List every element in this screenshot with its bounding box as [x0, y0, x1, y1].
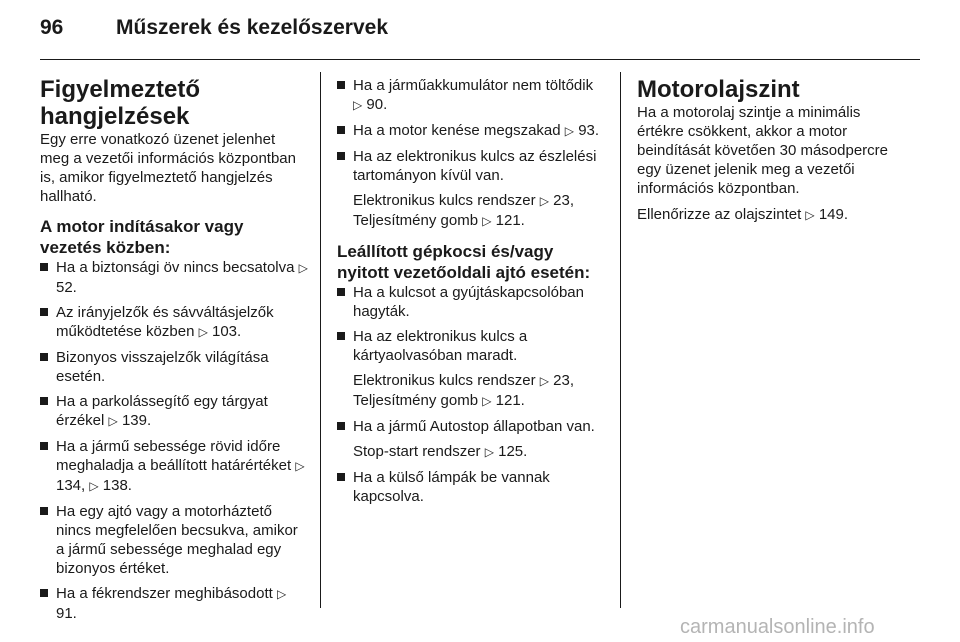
list-item: Ha a biztonsági öv nincs becsatolva ▷ 52. — [40, 258, 308, 297]
bullet-icon — [337, 288, 345, 296]
page-ref-arrow-icon: ▷ — [482, 394, 492, 408]
watermark: carmanualsonline.info — [680, 616, 875, 638]
bullet-icon — [337, 81, 345, 89]
list-item: Ha a kulcsot a gyújtáskapcsolóban hagyták. — [337, 283, 605, 321]
section-title-oil-level: Motorolajszint — [637, 76, 800, 103]
bullet-icon — [40, 263, 48, 271]
bullet-icon — [40, 589, 48, 597]
page-number: 96 — [40, 16, 64, 39]
page-reference[interactable]: 125. — [498, 443, 528, 460]
page-reference[interactable]: 121. — [495, 212, 525, 229]
page-reference[interactable]: 23, — [553, 372, 575, 389]
bullet-list-driving — [40, 258, 308, 623]
list-item: Ha az elektronikus kulcs a kártyaolvasóban maradt. Elektronikus kulcs rendszer ▷ 23, Teljesítmény gomb ▷ 121. — [337, 327, 605, 411]
page-ref-arrow-icon: ▷ — [484, 445, 494, 459]
bullet-icon — [40, 353, 48, 361]
page-ref-arrow-icon: ▷ — [805, 208, 815, 222]
page-reference[interactable]: 138. — [102, 477, 132, 494]
list-item: Ha az elektronikus kulcs az észlelési tartományon kívül van. Elektronikus kulcs rendszer ▷ 23, Teljesítmény gomb ▷ 121. — [337, 147, 605, 231]
bullet-icon — [40, 397, 48, 405]
page-reference[interactable]: 90. — [366, 96, 388, 113]
list-item: Ha a fékrendszer meghibásodott ▷ 91. — [40, 584, 308, 623]
section-title-warning-chimes: Figyelmeztető hangjelzések — [40, 76, 201, 130]
page-reference[interactable]: 93. — [578, 122, 600, 139]
column-1 — [40, 76, 308, 629]
column-divider-2 — [620, 72, 621, 608]
page-ref-arrow-icon: ▷ — [482, 214, 492, 228]
bullet-list-parked — [337, 283, 605, 506]
cross-reference: Stop-start rendszer ▷ 125. — [353, 443, 528, 460]
list-item: Ha a járműakkumulátor nem töltődik ▷ 90. — [337, 76, 605, 115]
bullet-icon — [337, 422, 345, 430]
oil-level-paragraph: Ha a motorolaj szintje a minimális értékre csökkent, akkor a motor beindítását követően 30 másodpercre egy üzenet jelenik meg a vezetői információs központban. — [637, 104, 888, 197]
cross-reference: Elektronikus kulcs rendszer ▷ 23, Teljesítmény gomb ▷ 121. — [353, 192, 575, 229]
list-item: Az irányjelzők és sávváltásjelzők működtetése közben ▷ 103. — [40, 303, 308, 342]
page-reference[interactable]: 103. — [212, 323, 242, 340]
page-ref-arrow-icon: ▷ — [295, 459, 305, 473]
bullet-icon — [337, 332, 345, 340]
list-item: Bizonyos visszajelzők világítása esetén. — [40, 348, 308, 386]
column-divider-1 — [320, 72, 321, 608]
list-item: Ha a jármű sebessége rövid időre meghaladja a beállított határértéket ▷ 134, ▷ 138. — [40, 437, 308, 496]
header-rule — [40, 59, 920, 60]
page-ref-arrow-icon: ▷ — [539, 194, 549, 208]
bullet-icon — [40, 507, 48, 515]
page-reference[interactable]: 149. — [818, 206, 849, 223]
page-reference[interactable]: 134, — [56, 477, 90, 494]
page-reference[interactable]: 121. — [495, 392, 525, 409]
list-item: Ha a külső lámpák be vannak kapcsolva. — [337, 468, 605, 506]
page-ref-arrow-icon: ▷ — [198, 325, 208, 339]
column-3 — [637, 76, 905, 232]
bullet-icon — [337, 152, 345, 160]
column-2 — [337, 76, 605, 512]
bullet-icon — [337, 126, 345, 134]
cross-reference: Elektronikus kulcs rendszer ▷ 23, Teljesítmény gomb ▷ 121. — [353, 372, 575, 409]
page-reference[interactable]: 23, — [553, 192, 575, 209]
chapter-title: Műszerek és kezelőszervek — [116, 16, 389, 39]
intro-paragraph: Egy erre vonatkozó üzenet jelenhet meg a vezetői információs központban is, amikor figyelmeztető hangjelzés hallható. — [40, 131, 296, 205]
subheading-parked-vehicle: Leállított gépkocsi és/vagy nyitott vezetőoldali ajtó esetén: — [337, 242, 591, 282]
page-ref-arrow-icon: ▷ — [298, 261, 308, 275]
oil-check-paragraph: Ellenőrizze az olajszintet ▷ 149. — [637, 206, 849, 223]
bullet-icon — [337, 473, 345, 481]
page-ref-arrow-icon: ▷ — [108, 414, 118, 428]
list-item: Ha a motor kenése megszakad ▷ 93. — [337, 121, 605, 141]
list-item: Ha a jármű Autostop állapotban van. Stop-start rendszer ▷ 125. — [337, 417, 605, 462]
page-reference[interactable]: 52. — [56, 279, 77, 296]
bullet-icon — [40, 308, 48, 316]
page-ref-arrow-icon: ▷ — [539, 374, 549, 388]
bullet-icon — [40, 442, 48, 450]
page-reference[interactable]: 91. — [56, 605, 77, 622]
list-item: Ha egy ajtó vagy a motorháztető nincs megfelelően becsukva, amikor a jármű sebessége meghalad egy bizonyos értéket. — [40, 502, 308, 578]
page-ref-arrow-icon: ▷ — [276, 587, 287, 601]
page-reference[interactable]: 139. — [121, 412, 152, 429]
page-ref-arrow-icon: ▷ — [353, 98, 363, 112]
subheading-engine-start: A motor indításakor vagy vezetés közben: — [40, 217, 244, 257]
bullet-list-continued — [337, 76, 605, 231]
page-header — [40, 16, 388, 40]
page-ref-arrow-icon: ▷ — [89, 479, 99, 493]
list-item: Ha a parkolássegítő egy tárgyat érzékel ▷ 139. — [40, 392, 308, 431]
page-ref-arrow-icon: ▷ — [564, 124, 575, 138]
